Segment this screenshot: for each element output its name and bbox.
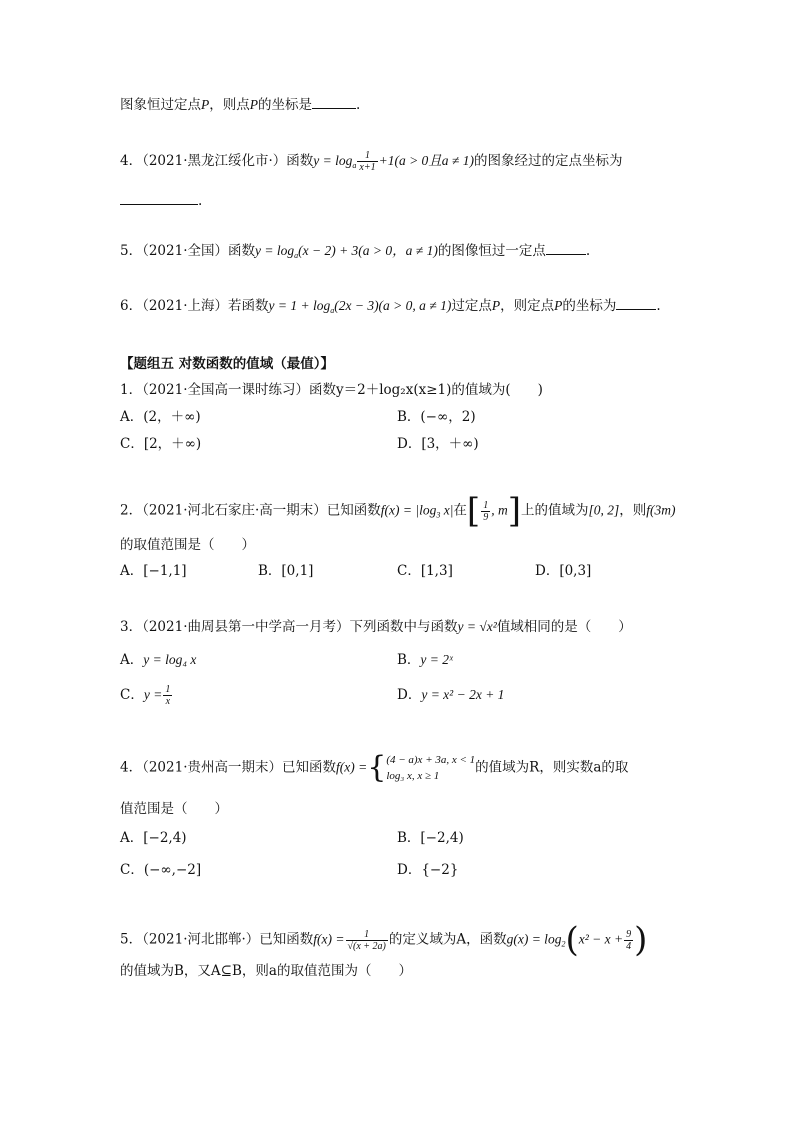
piecewise-cases: (4 − a)x + 3a, x < 1 log₃ x, x ≥ 1	[386, 754, 476, 782]
right-paren: )	[634, 920, 648, 960]
option-a[interactable]: A．[−1,1]	[120, 563, 187, 579]
option-b[interactable]: B．y = 2ˣ	[397, 652, 453, 668]
fraction: $\frac{1}{x}$	[165, 684, 171, 707]
option-c[interactable]: C．[1,3]	[397, 563, 453, 579]
left-paren: (	[565, 920, 579, 960]
option-b[interactable]: B．[−2,4)	[397, 830, 464, 846]
option-a[interactable]: A．[−2,4)	[120, 830, 187, 846]
section-question-3: 3．（2021·曲周县第一中学高一月考）下列函数中与函数y = √x²值域相同的是（ ）	[120, 619, 632, 635]
question-6: 6．（2021·上海）若函数$y = 1 + \log_a(2x - 3)(a > 0$, a ≠ 1)过定点P，则定点P的坐标为 .	[120, 298, 661, 315]
option-d[interactable]: D．[0,3]	[535, 563, 592, 579]
fraction: $\frac{1}{√(x + 2a)}$	[347, 928, 386, 952]
option-a[interactable]: A．y = log₄ x	[120, 652, 197, 668]
option-d[interactable]: D．{−2}	[397, 862, 459, 878]
fraction: $\frac{9}{4}$	[626, 928, 632, 952]
answer-blank[interactable]	[312, 96, 356, 109]
option-c[interactable]: C．y = $\frac{1}{x}$	[120, 684, 171, 707]
option-b[interactable]: B．(−∞，2)	[397, 409, 476, 425]
option-d[interactable]: D．[3，＋∞)	[397, 436, 479, 452]
right-bracket: ]	[507, 491, 521, 531]
section-question-4-line2: 值范围是（ ）	[120, 801, 228, 817]
section-question-1: 1．（2021·全国高一课时练习）函数y＝2＋log₂x(x≥1)的值域为( )	[120, 382, 543, 398]
answer-blank[interactable]	[546, 242, 586, 255]
fraction: $\frac{1}{9}$	[483, 499, 489, 523]
question-4: 4．（2021·黑龙江绥化市·）函数$y = \log_a$ $\frac{1}{x+1}$ +1(a > 0且a ≠ 1)的图象经过的定点坐标为	[120, 150, 623, 173]
section-question-2: 2．（2021·河北石家庄·高一期末）已知函数$f(x) = |\log_3$ x|在[ $\frac{1}{9}$ , m]上的值域为[0, 2]，则f(3m)	[120, 491, 676, 531]
question-4-answer-line: .	[120, 192, 202, 210]
option-c[interactable]: C．(−∞,−2]	[120, 862, 202, 878]
left-bracket: [	[466, 491, 481, 531]
option-a[interactable]: A．(2，＋∞)	[120, 409, 201, 425]
question-3-continuation: 图象恒过定点P，则点P的坐标是 .	[120, 97, 361, 113]
option-d[interactable]: D．y = x² − 2x + 1	[397, 687, 505, 703]
section-question-2-line2: 的取值范围是（ ）	[120, 537, 255, 553]
section-question-5: 5．（2021·河北邯郸·）已知函数f(x) = $\frac{1}{√(x + 2a)}$ 的定义域为A，函数$g(x) = \log_2(x^2 - x$ + $\frac{9}{4}$ )	[120, 920, 648, 960]
answer-blank[interactable]	[616, 297, 656, 310]
section-heading: 【题组五 对数函数的值域（最值）】	[120, 356, 334, 372]
option-b[interactable]: B．[0,1]	[258, 563, 314, 579]
section-question-4: 4．（2021·贵州高一期末）已知函数f(x) ={ (4 − a)x + 3a, x < 1 log₃ x, x ≥ 1 的值域为R，则实数a的取	[120, 750, 629, 785]
answer-blank[interactable]	[120, 192, 198, 205]
left-brace: {	[367, 750, 387, 785]
option-c[interactable]: C．[2，＋∞)	[120, 436, 202, 452]
fraction: $\frac{1}{x+1}$	[359, 150, 376, 173]
question-5: 5．（2021·全国）函数$y = \log_a(x - 2) + 3(a > 0$，a ≠ 1)的图像恒过一定点 .	[120, 243, 591, 260]
section-question-5-line2: 的值域为B，又A⊆B，则a的取值范围为（ ）	[120, 963, 412, 979]
